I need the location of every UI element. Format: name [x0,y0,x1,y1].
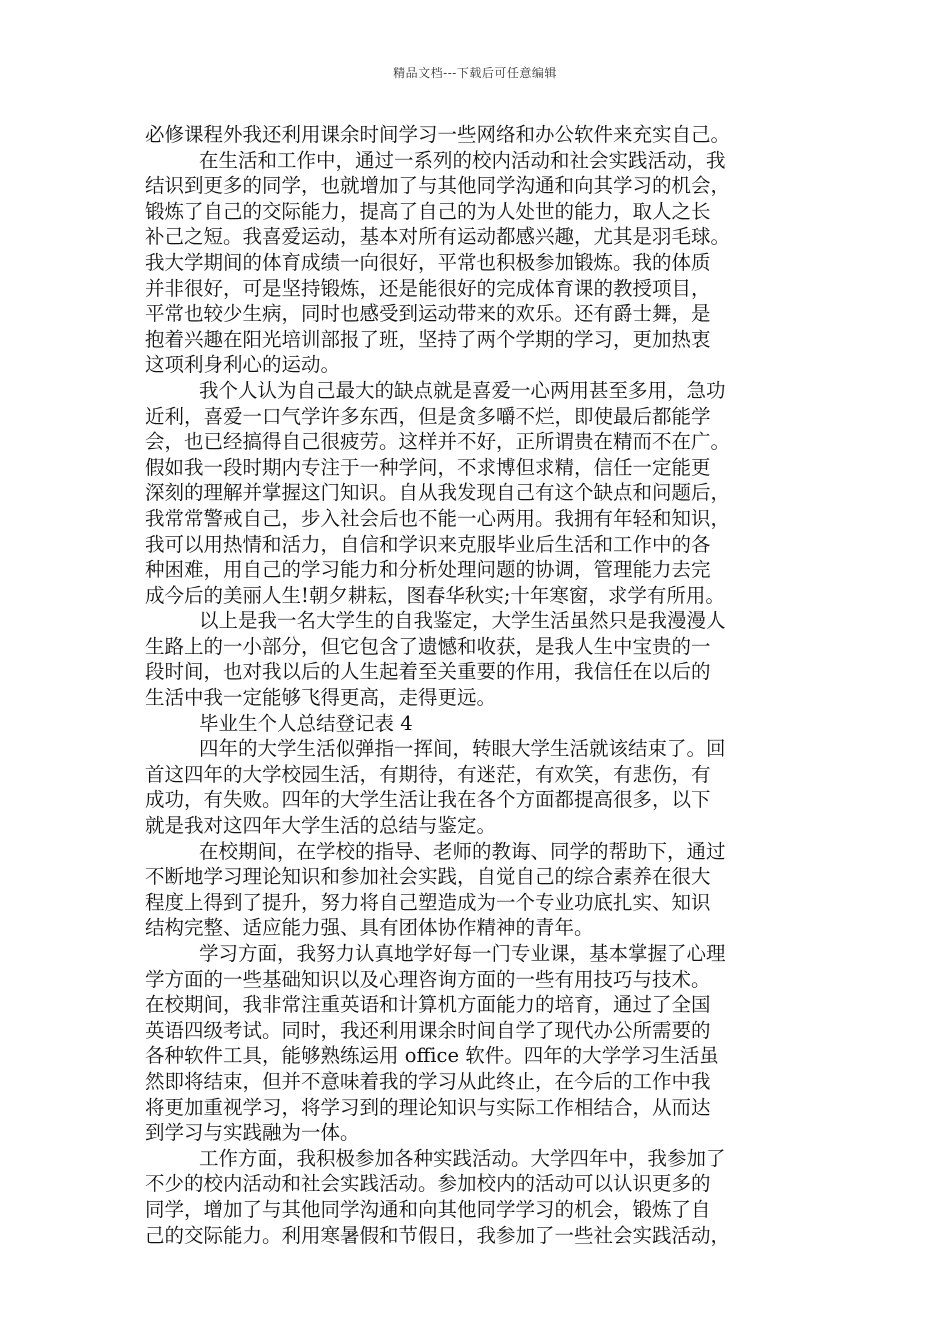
text-line: 在校期间，在学校的指导、老师的教诲、同学的帮助下，通过 [199,839,726,863]
text-line: 不少的校内活动和社会实践活动。参加校内的活动可以认识更多的 [145,1172,711,1196]
text-line: 生路上的一小部分，但它包含了遗憾和收获，是我人生中宝贵的一 [145,634,711,658]
text-line: 英语四级考试。同时，我还利用课余时间自学了现代办公所需要的 [145,1018,711,1042]
text-line: 在生活和工作中，通过一系列的校内活动和社会实践活动，我 [199,148,726,172]
page-header: 精品文档---下载后可任意编辑 [393,66,557,80]
text-line: 学方面的一些基础知识以及心理咨询方面的一些有用技巧与技术。 [145,967,711,991]
text-line: 成功，有失败。四年的大学生活让我在各个方面都提高很多，以下 [145,788,711,812]
text-line: 并非很好，可是坚持锻炼，还是能很好的完成体育课的教授项目， [145,276,711,300]
text-line: 平常也较少生病，同时也感受到运动带来的欢乐。还有爵士舞，是 [145,302,711,326]
text-line: 各种软件工具，能够熟练运用 office 软件。四年的大学学习生活虽 [145,1044,719,1068]
text-line: 锻炼了自己的交际能力，提高了自己的为人处世的能力，取人之长 [145,199,711,223]
text-line: 四年的大学生活似弹指一挥间，转眼大学生活就该结束了。回 [199,737,726,761]
text-line: 就是我对这四年大学生活的总结与鉴定。 [145,814,497,838]
text-line: 种困难，用自己的学习能力和分析处理问题的协调，管理能力去完 [145,558,711,582]
text-line: 然即将结束，但并不意味着我的学习从此终止，在今后的工作中我 [145,1069,711,1093]
text-line: 这项利身利心的运动。 [145,353,341,377]
text-line: 在校期间，我非常注重英语和计算机方面能力的培育，通过了全国 [145,993,711,1017]
text-line: 补己之短。我喜爱运动，基本对所有运动都感兴趣，尤其是羽毛球。 [145,225,731,249]
text-line: 生活中我一定能够飞得更高，走得更远。 [145,686,497,710]
text-line: 以上是我一名大学生的自我鉴定，大学生活虽然只是我漫漫人 [199,609,726,633]
text-line: 程度上得到了提升，努力将自己塑造成为一个专业功底扎实、知识 [145,890,711,914]
text-line: 我大学期间的体育成绩一向很好，平常也积极参加锻炼。我的体质 [145,250,711,274]
text-line: 会，也已经搞得自己很疲劳。这样并不好，正所谓贵在精而不在广。 [145,430,731,454]
text-line: 到学习与实践融为一体。 [145,1121,360,1145]
text-line: 假如我一段时期内专注于一种学问，不求博但求精，信任一定能更 [145,455,711,479]
text-line: 抱着兴趣在阳光培训部报了班，坚持了两个学期的学习，更加热衷 [145,327,711,351]
text-line: 我个人认为自己最大的缺点就是喜爱一心两用甚至多用，急功 [199,378,726,402]
text-line: 学习方面，我努力认真地学好每一门专业课，基本掌握了心理 [199,942,726,965]
text-line: 结识到更多的同学，也就增加了与其他同学沟通和向其学习的机会， [145,174,731,198]
text-line: 毕业生个人总结登记表 4 [199,711,413,735]
text-line: 首这四年的大学校园生活，有期待，有迷茫，有欢笑，有悲伤，有 [145,762,711,786]
text-line: 同学，增加了与其他同学沟通和向其他同学学习的机会，锻炼了自 [145,1197,711,1221]
text-line: 不断地学习理论知识和参加社会实践，自觉自己的综合素养在很大 [145,865,711,889]
text-line: 近利，喜爱一口气学许多东西，但是贪多嚼不烂，即使最后都能学 [145,404,711,428]
text-line: 必修课程外我还利用课余时间学习一些网络和办公软件来充实自己。 [145,123,731,146]
text-line: 己的交际能力。利用寒暑假和节假日，我参加了一些社会实践活动， [145,1223,731,1247]
text-line: 工作方面，我积极参加各种实践活动。大学四年中，我参加了 [199,1146,726,1170]
text-line: 成今后的美丽人生!朝夕耕耘，图春华秋实;十年寒窗，求学有所用。 [145,583,725,607]
text-line: 我常常警戒自己，步入社会后也不能一心两用。我拥有年轻和知识， [145,506,731,530]
text-line: 将更加重视学习，将学习到的理论知识与实际工作相结合，从而达 [145,1095,711,1119]
text-line: 深刻的理解并掌握这门知识。自从我发现自己有这个缺点和问题后， [145,481,731,505]
text-line: 我可以用热情和活力，自信和学识来克服毕业后生活和工作中的各 [145,532,711,556]
text-line: 结构完整、适应能力强、具有团体协作精神的青年。 [145,916,594,940]
document-body [145,122,813,1248]
text-line: 段时间，也对我以后的人生起着至关重要的作用，我信任在以后的 [145,660,711,684]
